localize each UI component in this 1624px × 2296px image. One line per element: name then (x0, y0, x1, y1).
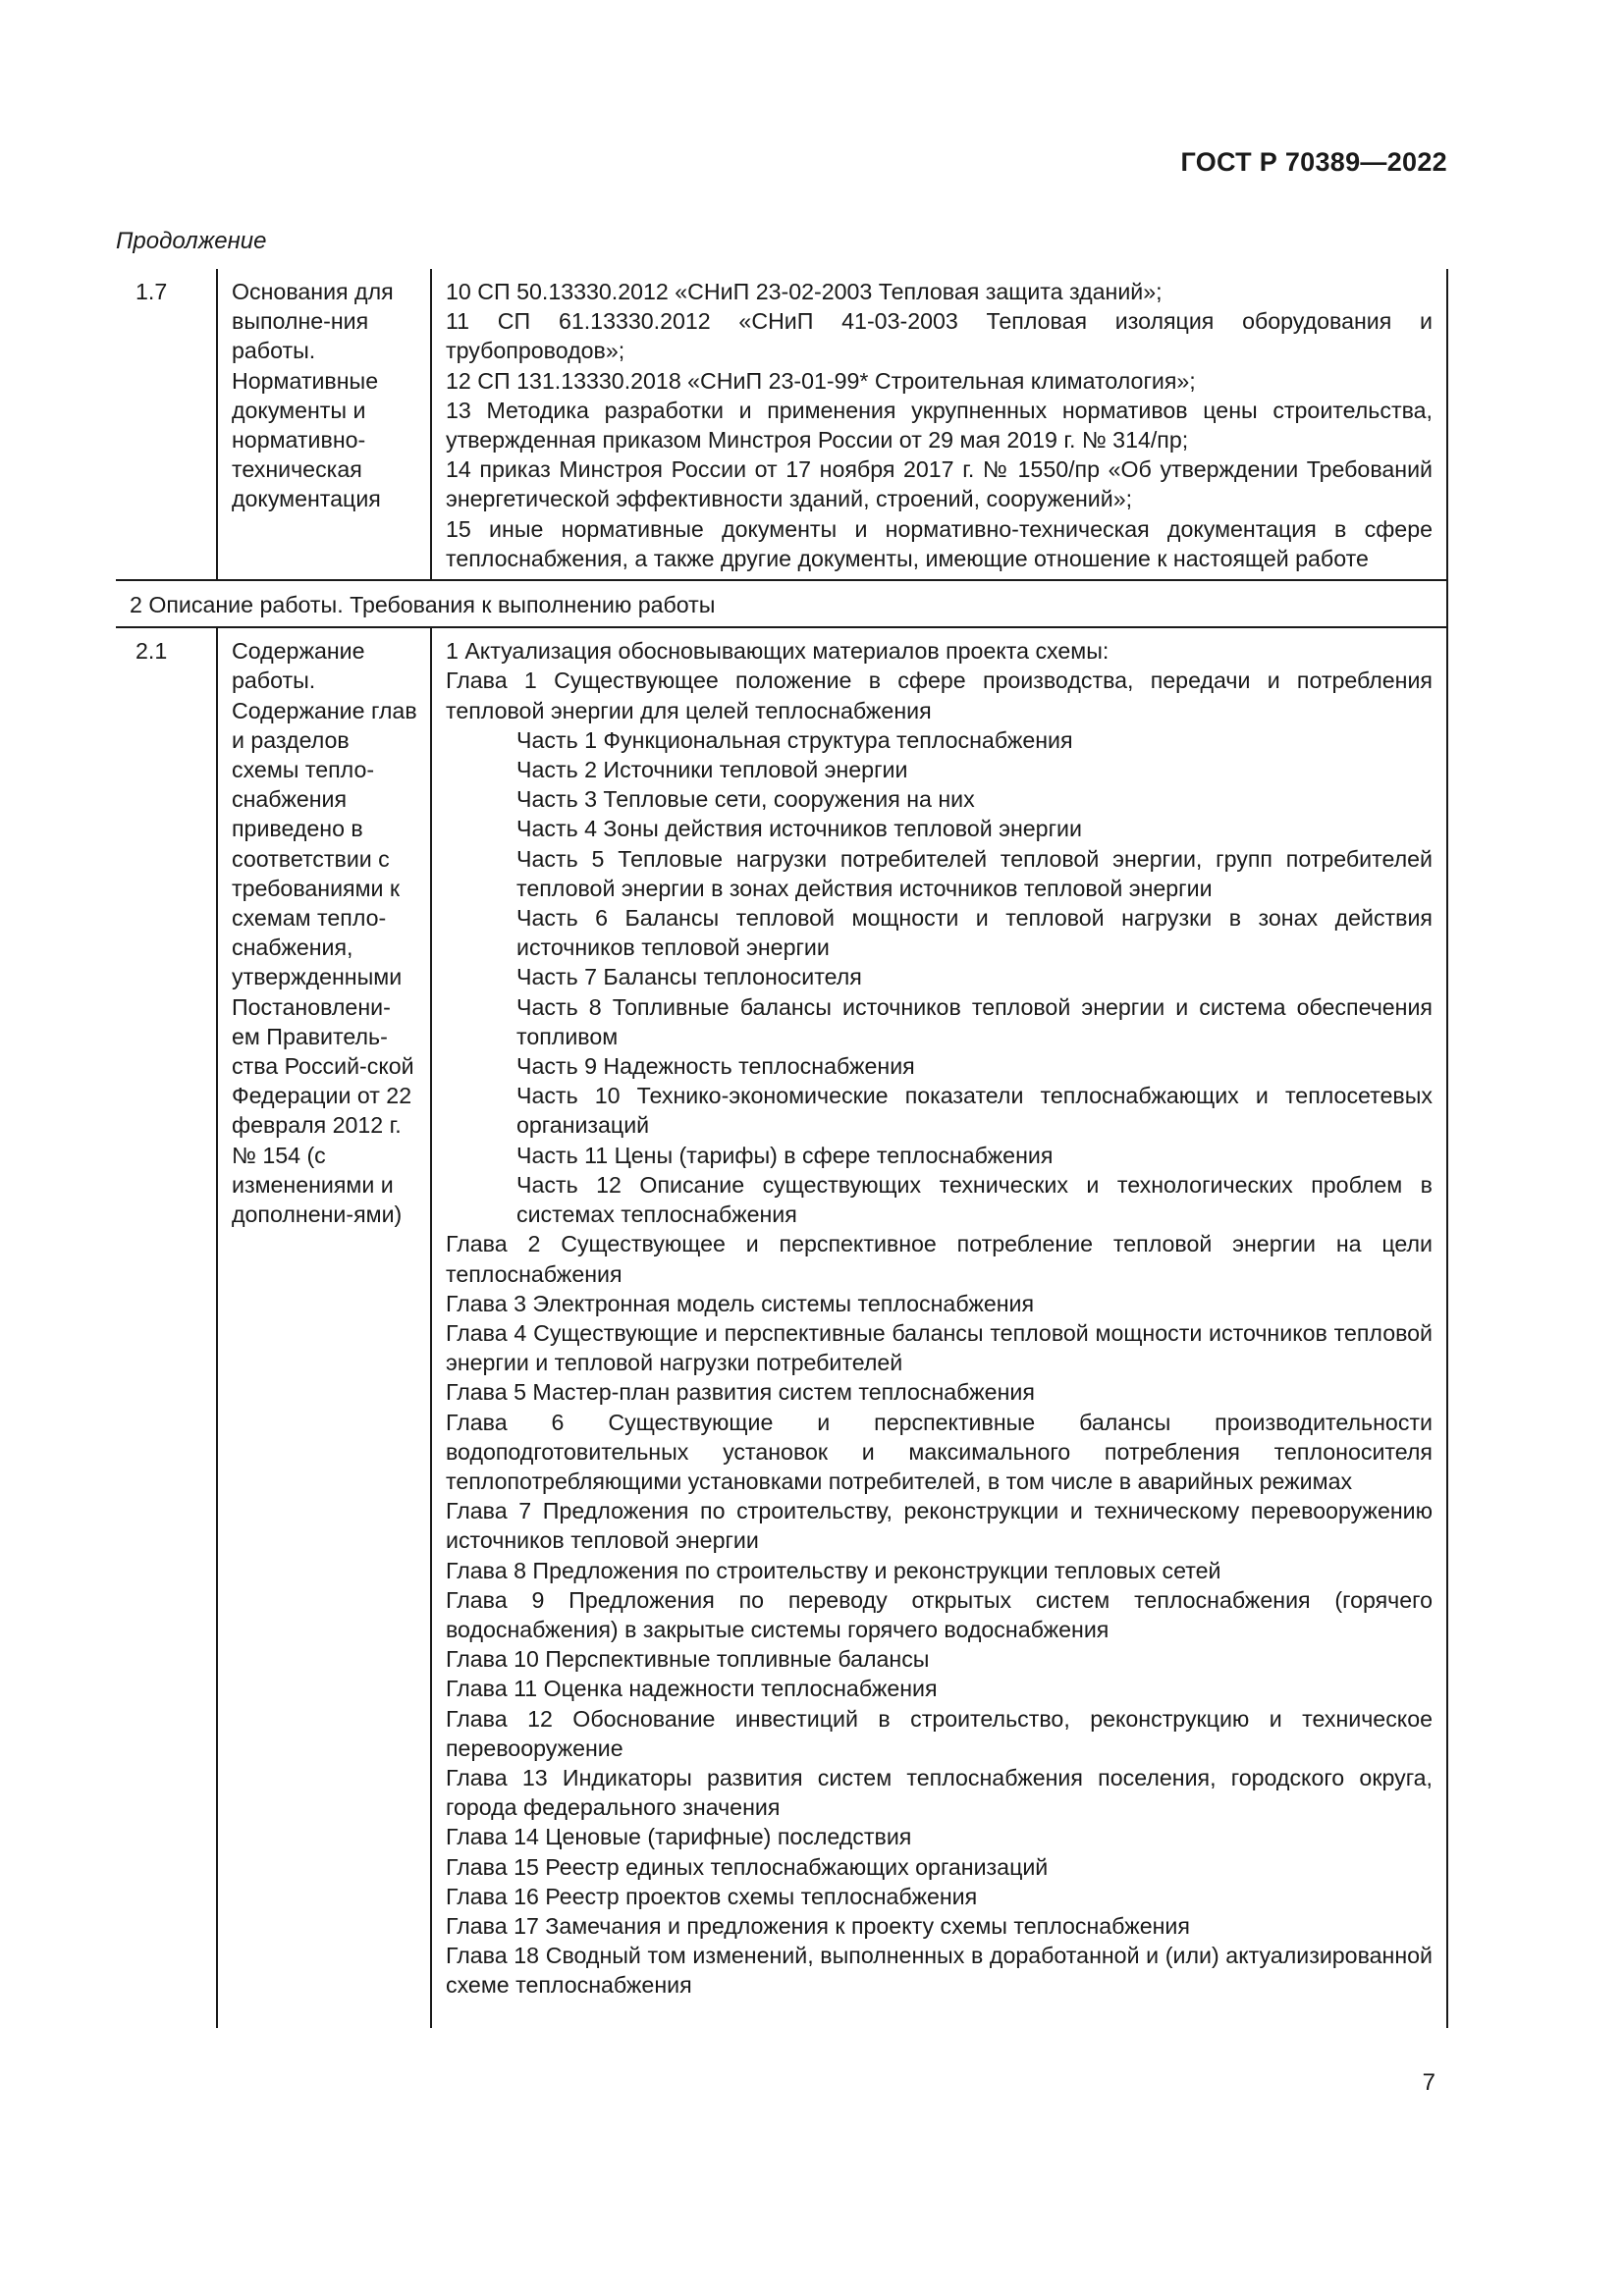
part-item: Часть 6 Балансы тепловой мощности и тепловой нагрузки в зонах действия источников тепловой энергии (516, 905, 1433, 961)
chapter-item: Глава 6 Существующие и перспективные балансы производительности водоподготовительных установок и максимального потребления теплоносителя теплопотребляющими установками потребителей, в том числе в аварийных режимах (446, 1409, 1433, 1494)
document-code: ГОСТ Р 70389—2022 (1180, 147, 1447, 177)
part-item: Часть 11 Цены (тарифы) в сфере теплоснабжения (516, 1142, 1054, 1168)
chapter-item: Глава 9 Предложения по переводу открытых систем теплоснабжения (горячего водоснабжения) в закрытые системы горячего водоснабжения (446, 1586, 1433, 1642)
chapter-item: Глава 2 Существующее и перспективное потребление тепловой энергии на цели теплоснабжения (446, 1231, 1433, 1287)
table-row (116, 627, 1447, 2027)
row-number: 1.7 (116, 269, 217, 580)
chapter-item: Глава 10 Перспективные топливные балансы (446, 1646, 930, 1673)
chapter-item: Глава 15 Реестр единых теплоснабжающих организаций (446, 1853, 1049, 1880)
part-item: Часть 4 Зоны действия источников тепловой энергии (516, 816, 1082, 842)
list-item: 10 СП 50.13330.2012 «СНиП 23-02-2003 Тепловая защита зданий»; (446, 279, 1163, 304)
chapter-item: Глава 7 Предложения по строительству, реконструкции и техническому перевооружению источников тепловой энергии (446, 1498, 1433, 1554)
row-name: Основания для выполне-ния работы. Нормативные документы и нормативно-техническая документация (217, 269, 431, 580)
chapter-item: Глава 13 Индикаторы развития систем теплоснабжения поселения, городского округа, города федерального значения (446, 1764, 1433, 1821)
part-item: Часть 5 Тепловые нагрузки потребителей тепловой энергии, групп потребителей тепловой энергии в зонах действия источников тепловой энергии (516, 845, 1433, 901)
chapter-item: Глава 16 Реестр проектов схемы теплоснабжения (446, 1883, 978, 1909)
requirements-table (116, 269, 1448, 2028)
chapter-item: Глава 1 Существующее положение в сфере производства, передачи и потребления тепловой энергии для целей теплоснабжения (446, 667, 1433, 723)
chapter-item: Глава 11 Оценка надежности теплоснабжения (446, 1676, 938, 1702)
part-item: Часть 8 Топливные балансы источников тепловой энергии и система обеспечения топливом (516, 993, 1433, 1049)
chapter-item: Глава 18 Сводный том изменений, выполненных в доработанной и (или) актуализированной схеме теплоснабжения (446, 1943, 1433, 1999)
row-content (431, 269, 1447, 580)
list-item: 14 приказ Минстроя России от 17 ноября 2017 г. № 1550/пр «Об утверждении Требований энергетической эффективности зданий, строений, сооружений»; (446, 456, 1433, 512)
list-item: 11 СП 61.13330.2012 «СНиП 41-03-2003 Тепловая изоляция оборудования и трубопроводов»; (446, 308, 1433, 364)
chapter-item: Глава 3 Электронная модель системы теплоснабжения (446, 1290, 1035, 1316)
chapter-item: Глава 5 Мастер-план развития систем теплоснабжения (446, 1379, 1035, 1406)
row-name: Содержание работы. Содержание глав и разделов схемы тепло-снабжения приведено в соответствии с требованиями к схемам тепло-снабжения, утвержденными Постановлени-ем Правитель-ства Россий-ской Федерации от 22 февраля 2012 г. № 154 (с изменениями и дополнени-ями) (217, 627, 431, 2027)
table-row (116, 269, 1447, 580)
chapter-item: Глава 14 Ценовые (тарифные) последствия (446, 1824, 912, 1850)
part-item: Часть 7 Балансы теплоносителя (516, 964, 862, 990)
chapter-item: Глава 8 Предложения по строительству и реконструкции тепловых сетей (446, 1557, 1221, 1583)
list-item: 12 СП 131.13330.2018 «СНиП 23-01-99* Строительная климатология»; (446, 367, 1196, 394)
chapter-item: Глава 17 Замечания и предложения к проекту схемы теплоснабжения (446, 1912, 1190, 1939)
row-content (431, 627, 1447, 2027)
part-item: Часть 12 Описание существующих технических и технологических проблем в системах теплоснабжения (516, 1171, 1433, 1228)
part-item: Часть 2 Источники тепловой энергии (516, 757, 908, 783)
list-item: 15 иные нормативные документы и нормативно-техническая документация в сфере теплоснабжения, а также другие документы, имеющие отношение к настоящей работе (446, 515, 1433, 571)
chapter-item: Глава 12 Обоснование инвестиций в строительство, реконструкцию и техническое перевооружение (446, 1705, 1433, 1761)
list-item: 13 Методика разработки и применения укрупненных нормативов цены строительства, утвержденная приказом Минстроя России от 29 мая 2019 г. № 314/пр; (446, 397, 1433, 454)
part-item: Часть 9 Надежность теплоснабжения (516, 1053, 915, 1080)
section-row (116, 580, 1447, 627)
chapter-item: Глава 4 Существующие и перспективные балансы тепловой мощности источников тепловой энергии и тепловой нагрузки потребителей (446, 1319, 1433, 1376)
continuation-label: Продолжение (116, 228, 267, 254)
part-item: Часть 1 Функциональная структура теплоснабжения (516, 726, 1073, 753)
section-heading: 2 Описание работы. Требования к выполнению работы (116, 580, 1447, 627)
row-number: 2.1 (116, 627, 217, 2027)
content-intro: 1 Актуализация обосновывающих материалов проекта схемы: (446, 638, 1110, 665)
part-item: Часть 3 Тепловые сети, сооружения на них (516, 786, 975, 813)
page-number: 7 (1422, 2069, 1435, 2096)
part-item: Часть 10 Технико-экономические показатели теплоснабжающих и теплосетевых организаций (516, 1083, 1433, 1139)
